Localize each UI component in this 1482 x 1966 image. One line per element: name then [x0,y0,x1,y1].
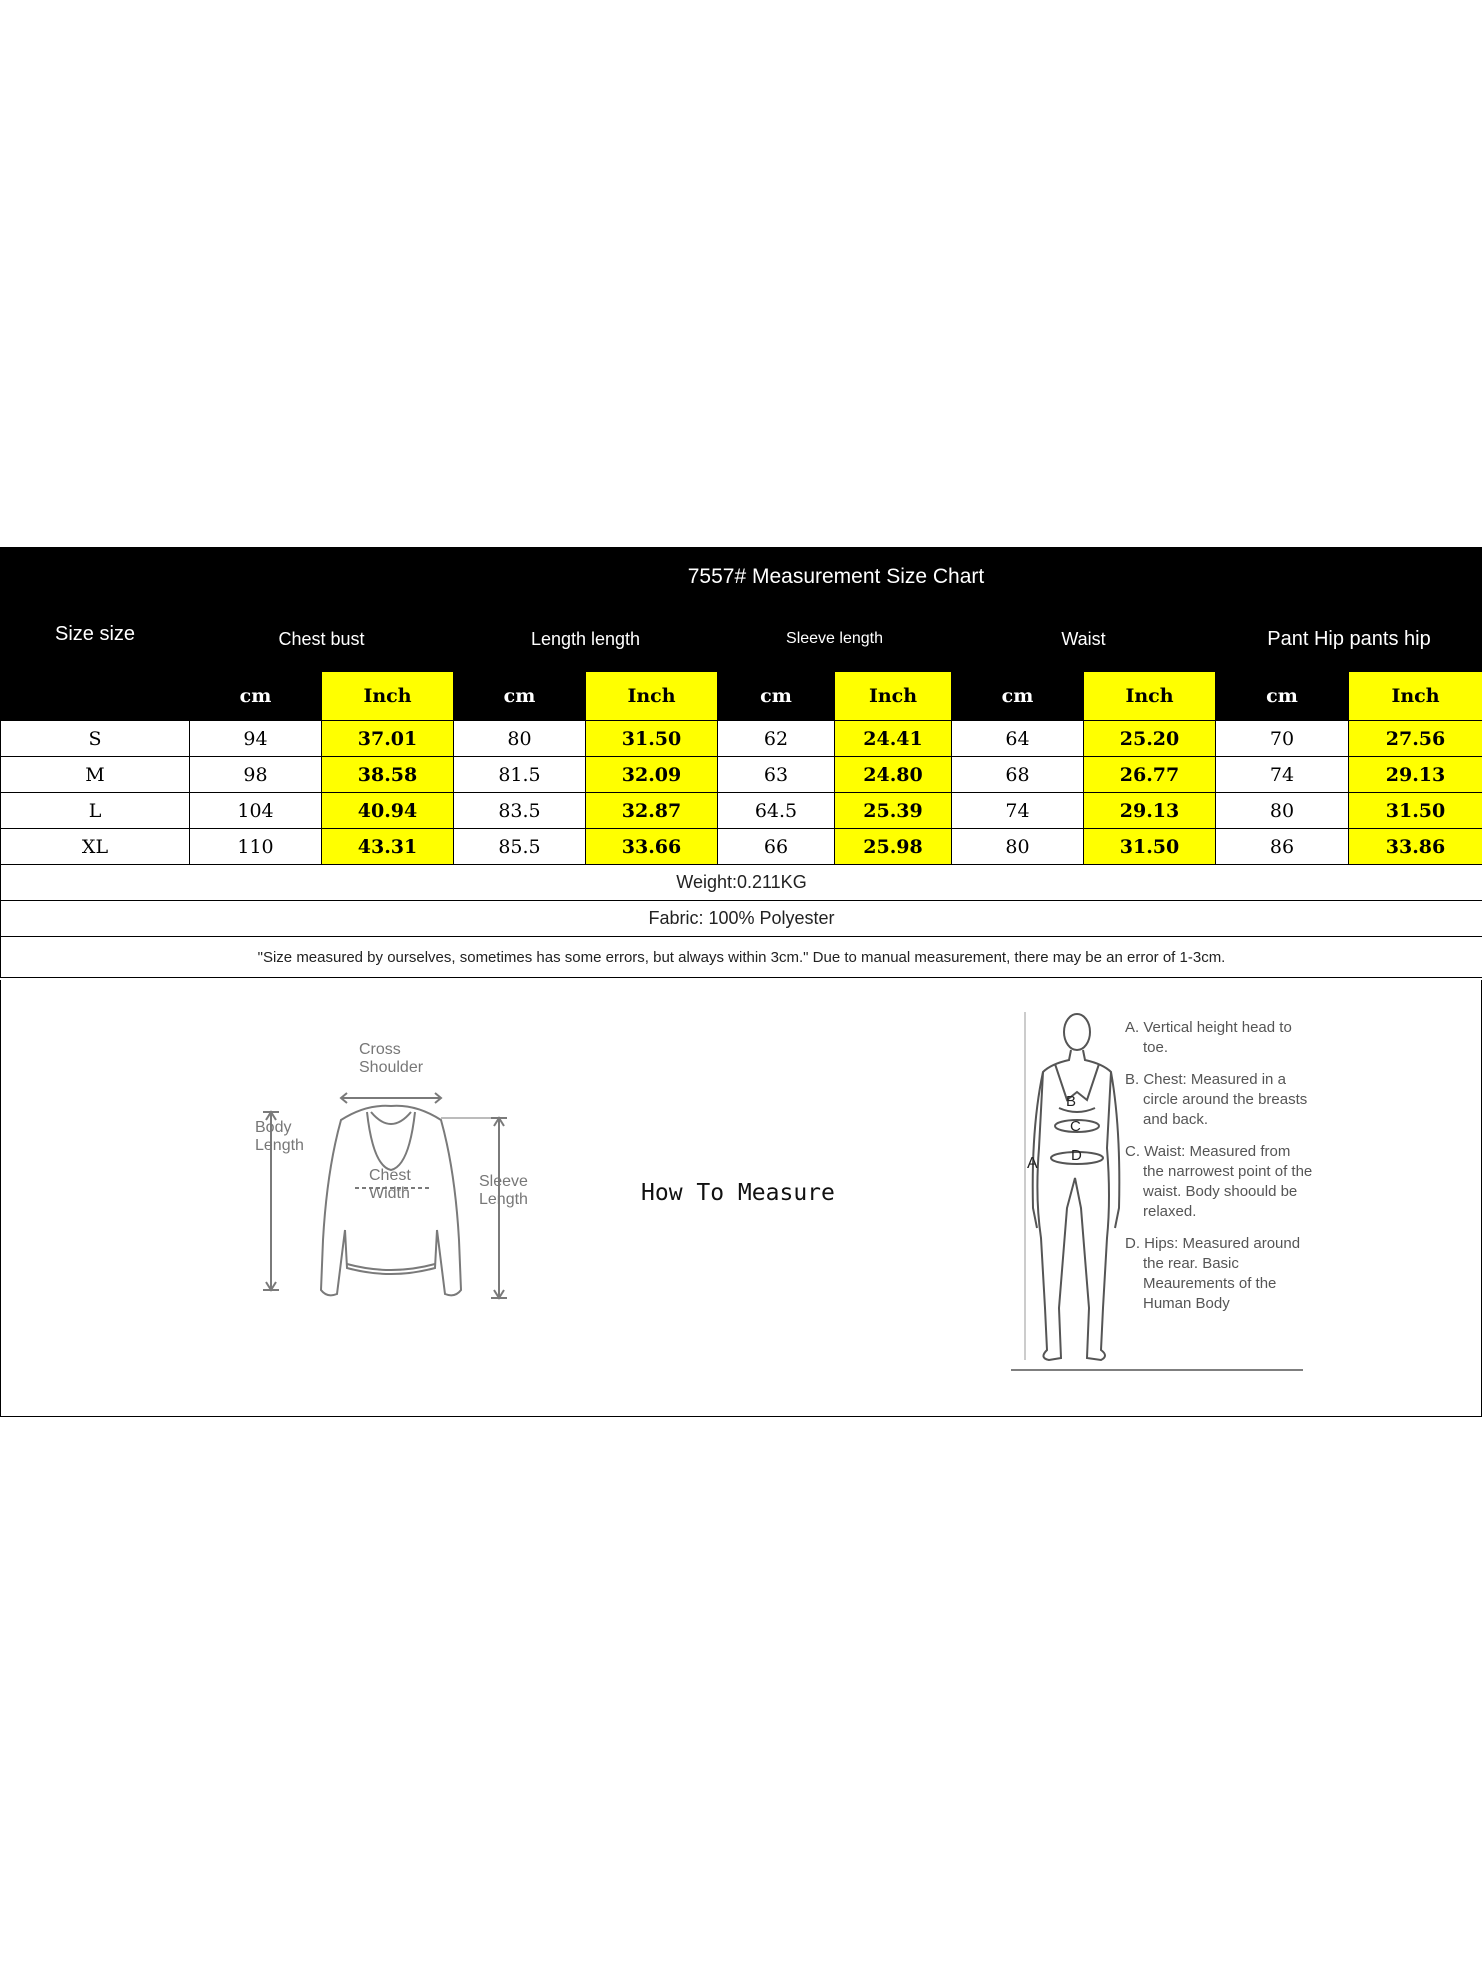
table-cell: 74 [1216,757,1349,793]
table-cell: 70 [1216,721,1349,757]
unit-inch: Inch [1349,672,1482,721]
unit-cm: cm [454,672,586,721]
table-cell: 104 [190,793,322,829]
table-cell: 29.13 [1349,757,1482,793]
table-row [1,721,1482,757]
table-cell: 33.66 [586,829,718,865]
chest-width-label-1: Chest [369,1167,411,1184]
cross-label-2: Shoulder [359,1059,424,1076]
table-cell: 26.77 [1084,757,1216,793]
measurement-note: "Size measured by ourselves, sometimes has some errors, but always within 3cm." Due to manual measurement, there may be an error of 1-3cm. [1,937,1482,978]
size-label: M [1,757,190,793]
table-cell: 81.5 [454,757,586,793]
table-cell: 64 [952,721,1084,757]
instruction-c: C. Waist: Measured from the narrowest point of the waist. Body shoould be relaxed. [1125,1143,1313,1220]
size-table [0,547,1482,978]
table-cell: 32.09 [586,757,718,793]
unit-cm: cm [1216,672,1349,721]
body-letter-c: C [1070,1118,1081,1135]
group-chest-bust: Chest bust [190,607,454,672]
table-cell: 64.5 [718,793,835,829]
unit-inch: Inch [586,672,718,721]
table-cell: 31.50 [586,721,718,757]
table-cell: 25.39 [835,793,952,829]
sleeve-length-label-1: Sleeve [479,1173,528,1190]
table-cell: 86 [1216,829,1349,865]
table-cell: 33.86 [1349,829,1482,865]
table-cell: 40.94 [322,793,454,829]
group-pant-hip: Pant Hip pants hip [1216,607,1482,672]
table-row [1,757,1482,793]
table-row [1,829,1482,865]
measurement-instructions [1125,1018,1315,1326]
body-length-label-2: Length [255,1137,304,1154]
weight-info: Weight:0.211KG [1,865,1482,901]
fabric-info: Fabric: 100% Polyester [1,901,1482,937]
unit-inch: Inch [322,672,454,721]
table-cell: 27.56 [1349,721,1482,757]
table-cell: 31.50 [1084,829,1216,865]
unit-inch: Inch [835,672,952,721]
table-cell: 62 [718,721,835,757]
shirt-diagram [241,1040,541,1310]
instruction-a: A. Vertical height head to toe. [1125,1019,1292,1056]
table-cell: 94 [190,721,322,757]
table-cell: 98 [190,757,322,793]
table-row [1,793,1482,829]
table-cell: 74 [952,793,1084,829]
table-cell: 63 [718,757,835,793]
table-cell: 85.5 [454,829,586,865]
body-letter-a: A [1027,1155,1038,1172]
table-cell: 29.13 [1084,793,1216,829]
table-cell: 25.98 [835,829,952,865]
unit-cm: cm [190,672,322,721]
size-label: XL [1,829,190,865]
body-letter-b: B [1066,1093,1077,1110]
table-cell: 24.80 [835,757,952,793]
table-cell: 68 [952,757,1084,793]
group-waist: Waist [952,607,1216,672]
how-to-measure-heading: How To Measure [641,1180,835,1206]
size-header: Size size [1,548,190,721]
instruction-d: D. Hips: Measured around the rear. Basic Meaurements of the Human Body [1125,1235,1301,1312]
table-cell: 43.31 [322,829,454,865]
table-cell: 32.87 [586,793,718,829]
unit-cm: cm [952,672,1084,721]
table-cell: 24.41 [835,721,952,757]
table-cell: 38.58 [322,757,454,793]
body-length-label-1: Body [255,1119,292,1136]
instruction-b: B. Chest: Measured in a circle around the breasts and back. [1125,1071,1308,1128]
table-cell: 80 [454,721,586,757]
size-chart [0,547,1482,1418]
table-cell: 31.50 [1349,793,1482,829]
size-label: L [1,793,190,829]
chest-width-label-2: Width [369,1185,410,1202]
table-cell: 83.5 [454,793,586,829]
table-cell: 25.20 [1084,721,1216,757]
unit-cm: cm [718,672,835,721]
body-letter-d: D [1071,1147,1082,1164]
sleeve-length-label-2: Length [479,1191,528,1208]
unit-inch: Inch [1084,672,1216,721]
table-cell: 37.01 [322,721,454,757]
cross-label-1: Cross [359,1041,401,1058]
how-to-measure-panel [0,980,1482,1417]
table-cell: 80 [1216,793,1349,829]
table-cell: 66 [718,829,835,865]
group-sleeve-length: Sleeve length [718,607,952,672]
chart-title: 7557# Measurement Size Chart [190,548,1482,607]
table-cell: 110 [190,829,322,865]
table-cell: 80 [952,829,1084,865]
group-length: Length length [454,607,718,672]
size-label: S [1,721,190,757]
